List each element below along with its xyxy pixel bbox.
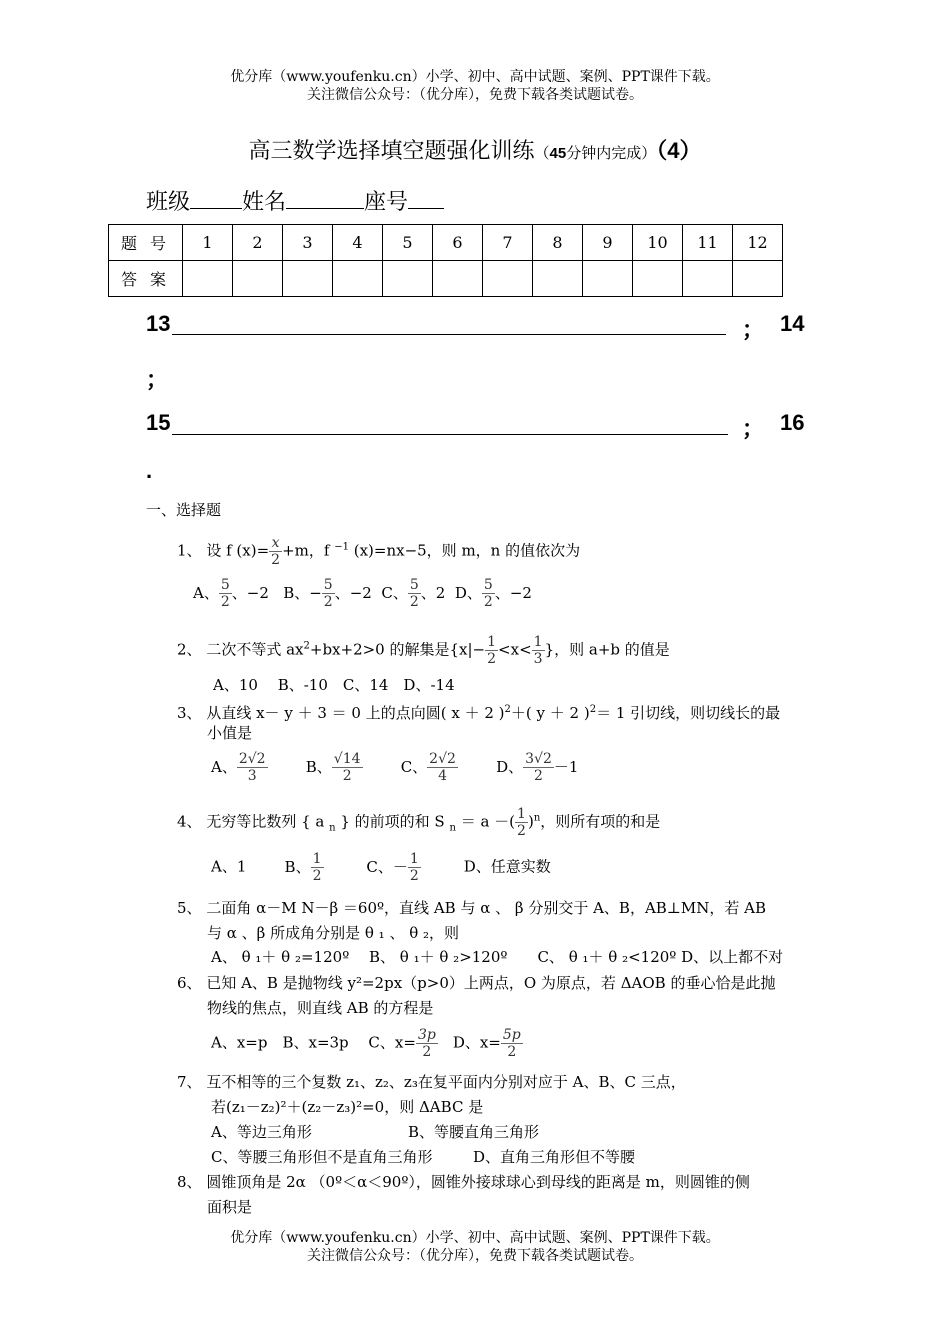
q7-option-b: B、等腰直角三角形 [408,1123,540,1141]
table-cell-number: 2 [233,225,283,261]
table-row-numbers [109,225,783,261]
blank-16-label: 16 [780,410,805,435]
blank-16-dot: . [146,458,153,483]
q2-fraction-2: $\frac{1}{3}$ [533,634,543,667]
table-cell-number: 8 [533,225,583,261]
question-number-label: 题 号 [109,225,183,261]
answer-cell[interactable] [433,261,483,297]
table-cell-number: 9 [583,225,633,261]
q5-number: 5、 [177,899,202,917]
q3-option-b: B、 $\frac{√14}{2}$ [305,751,361,784]
title-main: 高三数学选择填空题强化训练 [248,139,535,164]
student-info-line [146,185,444,216]
answer-cell[interactable] [283,261,333,297]
answer-cell[interactable] [733,261,783,297]
q6-number: 6、 [177,974,202,992]
q6-line2: 物线的焦点，则直线 AB 的方程是 [207,999,434,1017]
q5-options: A、 θ ₁＋ θ ₂=120º B、 θ ₁＋ θ ₂>120º C、 θ ₁＋ θ ₂<120º D、以上都不对 [211,948,784,966]
answer-cell[interactable] [683,261,733,297]
table-cell-number: 6 [433,225,483,261]
table-cell-number: 10 [633,225,683,261]
answer-cell[interactable] [583,261,633,297]
page-title [0,134,950,165]
answer-cell[interactable] [383,261,433,297]
question-7: 7、 互不相等的三个复数 z₁、z₂、z₃在复平面内分别对应于 A、B、C 三点， [177,1073,686,1091]
q2-fraction-1: $\frac{1}{2}$ [487,634,497,667]
class-label: 班级 [146,190,191,215]
q3-option-d: D、 $\frac{3√2}{2}$ －1 [496,751,579,784]
q3-line2: 小值是 [207,724,253,742]
blank-13-line[interactable] [172,312,726,335]
table-cell-number: 5 [383,225,433,261]
title-sub-text: 分钟内完成） [566,144,657,162]
title-number: （4） [656,138,702,163]
q1-option-a: A、 $\frac{5}{2}$ 、−2 [193,577,269,610]
blank-15-line[interactable] [172,412,728,435]
q3-number: 3、 [177,704,202,722]
q4-option-d: D、任意实数 [463,857,551,876]
answer-cell[interactable] [333,261,383,297]
q3-options [211,751,578,784]
q3-option-c: C、 $\frac{2√2}{4}$ [400,751,456,784]
blank-15-semicolon: ； [742,416,765,441]
answer-cell[interactable] [533,261,583,297]
page-header-line1: 优分库（www.youfenku.cn）小学、初中、高中试题、案例、PPT课件下载。 [230,69,720,85]
q4-option-b: B、 $\frac{1}{2}$ [284,851,322,884]
blank-14-semicolon: ； [146,367,169,392]
q7-option-a: A、等边三角形 [211,1123,312,1141]
q3-option-a: A、 $\frac{2√2}{3}$ [211,751,266,784]
table-cell-number: 11 [683,225,733,261]
q5-line2: 与 α 、β 所成角分别是 θ ₁ 、 θ ₂，则 [207,924,460,942]
title-sub-num: 45 [549,145,567,162]
answer-cell[interactable] [633,261,683,297]
q1-options [193,577,532,610]
q8-number: 8、 [177,1173,202,1191]
answer-table [108,224,783,297]
q7-option-d: D、直角三角形但不等腰 [473,1148,636,1166]
name-blank[interactable] [286,188,364,209]
table-cell-number: 12 [733,225,783,261]
q2-number: 2、 [177,640,202,659]
q4-number: 4、 [177,812,202,831]
q1-pre: 设 f (x)= [206,541,270,560]
q1-option-d: D、 $\frac{5}{2}$ 、−2 [454,577,532,610]
table-cell-number: 1 [183,225,233,261]
q4-option-c: C、－ $\frac{1}{2}$ [366,851,419,884]
q2-options: A、10 B、-10 C、14 D、-14 [213,676,455,694]
question-1: 1、 设 f (x)= $\frac{x}{2}$ +m，f $^{-1}$ (x)=nx−5，则 m，n 的值依次为 [177,535,581,568]
page-footer-line2: 关注微信公众号：（优分库），免费下载各类试题试卷。 [307,1248,643,1264]
page-header-line2: 关注微信公众号：（优分库），免费下载各类试题试卷。 [307,87,643,103]
answer-cell[interactable] [483,261,533,297]
table-row-answers [109,261,783,297]
q6-option-c-fraction: $\frac{3p}{2}$ [417,1027,436,1060]
question-5: 5、 二面角 α－M N－β ＝60º，直线 AB 与 α 、 β 分别交于 A、B，AB⊥MN，若 AB [177,899,767,917]
blank-15-label: 15 [146,410,171,435]
q1-fraction-x-over-2: $\frac{x}{2}$ [271,535,281,568]
blank-13-label: 13 [146,311,171,336]
answer-cell[interactable] [183,261,233,297]
question-6: 6、 已知 A、B 是抛物线 y²=2px（p>0）上两点，O 为原点，若 ΔAOB 的垂心恰是此抛 [177,974,776,992]
table-cell-number: 3 [283,225,333,261]
answer-cell[interactable] [233,261,283,297]
question-4: 4、 无穷等比数列 { a $_n$ } 的前项的和 S $_n$ ＝ a －( $\frac{1}{2}$ )$^n$，则所有项的和是 [177,806,661,839]
question-3: 3、 从直线 x－ y ＋ 3 ＝ 0 上的点向圆( x ＋ 2 )$^2$＋( y ＋ 2 )$^2$＝ 1 引切线，则切线长的最 [177,704,781,722]
q6-option-d-fraction: $\frac{5p}{2}$ [502,1027,521,1060]
q6-options: A、x=p B、x=3p C、x= $\frac{3p}{2}$ D、x= $\frac{5p}{2}$ [211,1027,521,1060]
question-2: 2、 二次不等式 $ax^2+bx+2>0$ 的解集是{x|− $\frac{1}{2}$ <x< $\frac{1}{3}$ }，则 a+b 的值是 [177,634,670,667]
seat-label: 座号 [364,190,409,215]
q1-option-c: C、 $\frac{5}{2}$ 、2 [381,577,446,610]
table-cell-number: 7 [483,225,533,261]
q8-line2: 面积是 [207,1198,253,1216]
q4-fraction: $\frac{1}{2}$ [517,806,526,839]
q4-options [211,851,551,884]
answer-label: 答 案 [109,261,183,297]
q7-option-c: C、等腰三角形但不是直角三角形 [211,1148,433,1166]
blank-13-semicolon: ； [742,317,765,342]
table-cell-number: 4 [333,225,383,261]
page-footer-line1: 优分库（www.youfenku.cn）小学、初中、高中试题、案例、PPT课件下载。 [230,1230,720,1246]
q7-number: 7、 [177,1073,202,1091]
class-blank[interactable] [190,188,242,209]
seat-blank[interactable] [408,188,444,209]
name-label: 姓名 [242,190,287,215]
q7-line2: 若(z₁－z₂)²＋(z₂－z₃)²=0，则 ΔABC 是 [211,1098,484,1116]
blank-14-label: 14 [780,311,805,336]
q1-number: 1、 [177,541,202,560]
q1-option-b: B、− $\frac{5}{2}$ 、−2 [283,577,372,610]
title-sub-open: （ [534,144,550,162]
question-8: 8、 圆锥顶角是 2α （0º＜α＜90º），圆锥外接球球心到母线的距离是 m，则圆锥的侧 [177,1173,750,1191]
q4-option-a: A、1 [211,857,247,876]
section-heading: 一、选择题 [146,501,222,519]
